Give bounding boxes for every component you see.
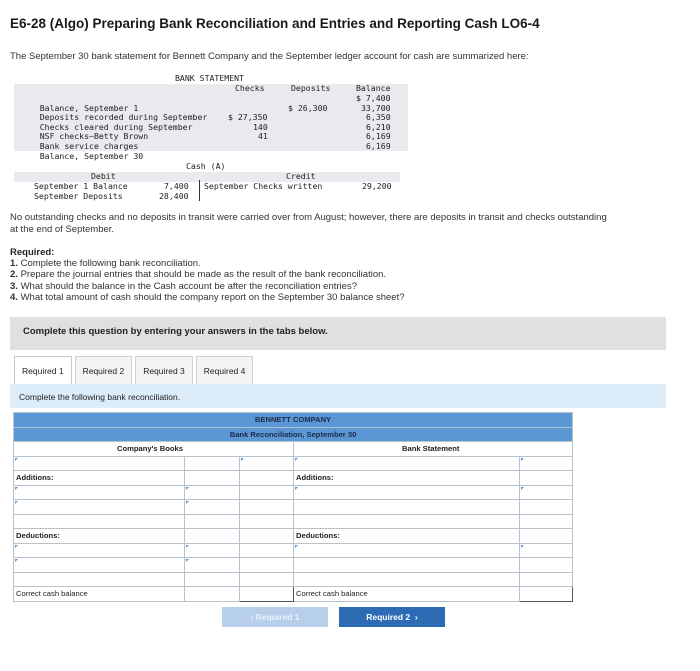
books-balance-label-input[interactable] (14, 456, 185, 471)
bank-correct-balance-input[interactable] (520, 587, 573, 602)
table-row (14, 558, 573, 573)
bank-row-label: Balance, September 1 (39, 102, 139, 113)
bank-row-balance: 6,169 (366, 131, 391, 142)
tab-bar (14, 356, 256, 384)
table-row (14, 572, 573, 587)
table-cell (240, 471, 294, 486)
note-text: No outstanding checks and no deposits in transit were carried over from August; however, there are deposits in transit and checks outstanding at the end of September. (10, 212, 607, 235)
bank-addition-amount-input[interactable] (520, 485, 573, 500)
required-list (10, 258, 650, 303)
books-balance-total-input[interactable] (240, 456, 294, 471)
table-cell (14, 572, 185, 587)
table-cell (185, 514, 240, 529)
table-cell (240, 572, 294, 587)
bank-balance-total-input[interactable] (520, 456, 573, 471)
tab-required-1[interactable]: Required 1 (14, 356, 72, 384)
books-deduction-amount-input[interactable] (185, 558, 240, 573)
bank-col-checks: Checks (235, 83, 265, 93)
prev-button-label: Required 1 (255, 612, 300, 622)
cash-ledger-heading: Cash (A) (186, 161, 226, 171)
bank-statement-heading-cell: Bank Statement (294, 442, 573, 457)
books-addition-amount-input[interactable] (185, 500, 240, 515)
books-addition-input[interactable] (14, 500, 185, 515)
bank-row-label: NSF checks—Betty Brown (39, 131, 149, 142)
credit-row-amount: 29,200 (362, 181, 392, 191)
t-account-divider (199, 180, 200, 201)
tab-instruction: Complete the following bank reconciliation. (10, 384, 666, 408)
bank-deductions-label: Deductions: (294, 529, 520, 544)
table-row (14, 529, 573, 544)
table-cell (240, 514, 294, 529)
books-addition-input[interactable] (14, 485, 185, 500)
bank-deduction-amount-input[interactable] (520, 558, 573, 573)
bank-col-deposits: Deposits (291, 83, 331, 93)
table-cell (520, 572, 573, 587)
table-cell (520, 514, 573, 529)
table-cell (185, 587, 240, 602)
bank-row-balance: 6,169 (366, 140, 391, 151)
required-item: 3. What should the balance in the Cash account be after the reconciliation entries? (10, 280, 357, 292)
required-item: 4. What total amount of cash should the company report on the September 30 balance sheet? (10, 291, 405, 303)
bank-row-checks: 41 (258, 131, 268, 142)
debit-row-label: September 1 Balance (34, 181, 128, 191)
table-cell (185, 529, 240, 544)
table-cell (185, 572, 240, 587)
bank-statement-rows (20, 93, 400, 161)
table-cell (520, 529, 573, 544)
table-row (14, 543, 573, 558)
table-row (14, 514, 573, 529)
table-row (14, 485, 573, 500)
books-deductions-label: Deductions: (14, 529, 185, 544)
tab-required-4[interactable]: Required 4 (196, 356, 254, 384)
table-cell (294, 514, 520, 529)
books-deduction-amount-input[interactable] (185, 543, 240, 558)
bank-statement-heading: BANK STATEMENT (175, 73, 245, 83)
table-cell (240, 485, 294, 500)
bank-reconciliation-table (13, 412, 573, 602)
bank-deduction-amount-input[interactable] (520, 543, 573, 558)
cash-ledger-debit-label: Debit (91, 171, 116, 181)
bank-deduction-input[interactable] (294, 558, 520, 573)
bank-row-balance: 33,700 (361, 102, 391, 113)
bank-additions-label: Additions: (294, 471, 520, 486)
cash-ledger-credit-label: Credit (286, 171, 316, 181)
bank-row-deposits: $ 26,300 (288, 102, 328, 113)
bank-row-label: Bank service charges (39, 140, 139, 151)
books-addition-amount-input[interactable] (185, 485, 240, 500)
tab-required-3[interactable]: Required 3 (135, 356, 193, 384)
next-button-label: Required 2 (366, 612, 411, 622)
instruction-banner: Complete this question by entering your answers in the tabs below. (10, 317, 666, 350)
bank-row (20, 140, 400, 161)
bank-addition-input[interactable] (294, 500, 520, 515)
bank-addition-input[interactable] (294, 485, 520, 500)
chevron-right-icon: › (412, 612, 418, 622)
bank-row-label: Checks cleared during September (39, 121, 193, 132)
debit-row-amount: 28,400 (159, 191, 189, 201)
bank-row-balance: $ 7,400 (356, 93, 391, 103)
bank-row-checks: $ 27,350 (228, 112, 268, 123)
intro-text: The September 30 bank statement for Bennett Company and the September ledger account for cash are summarized here: (10, 51, 529, 62)
table-cell (240, 529, 294, 544)
books-balance-amount-input[interactable] (185, 456, 240, 471)
bank-row-label: Balance, September 30 (39, 150, 144, 161)
books-deduction-input[interactable] (14, 558, 185, 573)
bank-balance-label-input[interactable] (294, 456, 520, 471)
required-item: 1. Complete the following bank reconciliation. (10, 258, 201, 269)
table-cell (240, 543, 294, 558)
bank-addition-amount-input[interactable] (520, 500, 573, 515)
table-cell (240, 558, 294, 573)
table-row (14, 500, 573, 515)
chevron-left-icon: ‹ (250, 612, 254, 622)
bank-deduction-input[interactable] (294, 543, 520, 558)
recon-subtitle: Bank Reconciliation, September 30 (14, 427, 573, 442)
bank-row-checks: 140 (253, 121, 268, 132)
credit-row-label: September Checks written (204, 181, 323, 191)
company-books-heading: Company's Books (14, 442, 294, 457)
next-button[interactable] (339, 607, 445, 627)
books-additions-label: Additions: (14, 471, 185, 486)
bank-col-balance: Balance (356, 83, 391, 93)
books-correct-balance-label: Correct cash balance (14, 587, 185, 602)
debit-row-label: September Deposits (34, 191, 123, 201)
books-deduction-input[interactable] (14, 543, 185, 558)
prev-button[interactable] (222, 607, 328, 627)
bank-row-balance: 6,210 (366, 121, 391, 132)
required-title: Required: (10, 247, 55, 258)
books-correct-balance-input[interactable] (240, 587, 294, 602)
bank-row (20, 131, 400, 151)
bank-correct-balance-label: Correct cash balance (294, 587, 520, 602)
page-title: E6-28 (Algo) Preparing Bank Reconciliation and Entries and Reporting Cash LO6-4 (10, 16, 540, 31)
table-cell (14, 514, 185, 529)
bank-row-label: Deposits recorded during September (39, 112, 208, 123)
required-item: 2. Prepare the journal entries that should be made as the result of the bank reconciliation. (10, 269, 387, 281)
debit-row-amount: 7,400 (164, 181, 189, 191)
tab-required-2[interactable]: Required 2 (75, 356, 133, 384)
company-name: BENNETT COMPANY (14, 413, 573, 428)
table-row (14, 587, 573, 602)
table-cell (294, 572, 520, 587)
table-row (14, 456, 573, 471)
table-cell (185, 471, 240, 486)
table-cell (520, 471, 573, 486)
table-row (14, 471, 573, 486)
bank-row-balance: 6,350 (366, 112, 391, 123)
table-cell (240, 500, 294, 515)
